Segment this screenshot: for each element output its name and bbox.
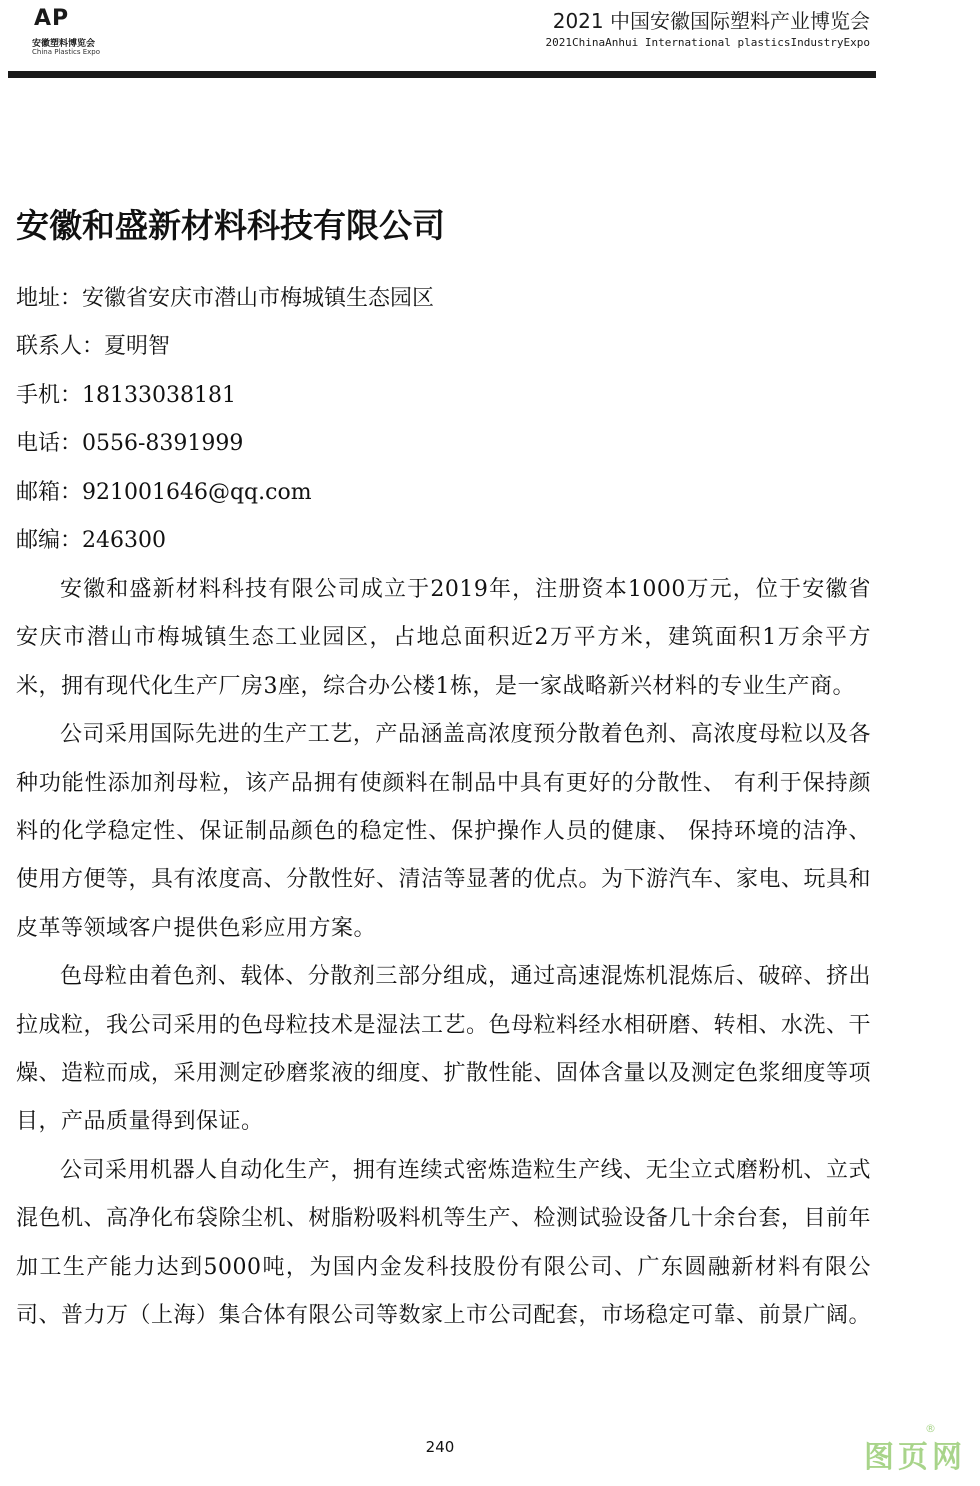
address-line: 地址：安徽省安庆市潜山市梅城镇生态园区	[16, 286, 435, 311]
logo-en-text: China Plastics Expo	[32, 48, 101, 56]
paragraph: 公司采用机器人自动化生产，拥有连续式密炼造粒生产线、无尘立式磨粉机、立式混色机、高净化布袋除尘机、树脂粉吸料机等生产、检测试验设备几十余台套，目前年加工生产能力达到5000吨，为国内金发科技股份有限公司、广东圆融新材料有限公司、普力万（上海）集合体有限公司等数家上市公司配套，市场稳定可靠、前景广阔。	[16, 1157, 872, 1329]
paragraph: 安徽和盛新材料科技有限公司成立于2019年，注册资本1000万元，位于安徽省安庆市潜山市梅城镇生态工业园区，占地总面积近2万平方米，建筑面积1万余平方米，拥有现代化生产厂房3座，综合办公楼1栋，是一家战略新兴材料的专业生产商。	[16, 577, 871, 699]
contact-info	[16, 282, 896, 572]
email-line: 邮箱：921001646@qq.com	[16, 479, 312, 505]
expo-subtitle: 2021ChinaAnhui International plasticsIndustryExpo	[545, 36, 870, 49]
phone-line: 电话：0556-8391999	[16, 431, 244, 457]
page-number: 240	[425, 1438, 455, 1456]
logo-cn-text: 安徽塑料博览会	[32, 39, 96, 49]
mobile-line: 手机：18133038181	[16, 382, 236, 408]
header-rule	[8, 71, 876, 78]
postcode-line: 邮编：246300	[16, 527, 166, 553]
registered-mark: ®	[925, 1422, 936, 1435]
paragraph: 公司采用国际先进的生产工艺，产品涵盖高浓度预分散着色剂、高浓度母粒以及各种功能性添加剂母粒，该产品拥有使颜料在制品中具有更好的分散性、 有利于保持颜料的化学稳定性、保证制品颜色的稳定性、保护操作人员的健康、 保持环境的洁净、使用方便等，具有浓度高、分散性好、清洁等显著的优点。为下游汽车、家电、玩具和皮革等领域客户提供色彩应用方案。	[16, 722, 872, 941]
company-name: 安徽和盛新材料科技有限公司	[16, 206, 445, 246]
expo-logo	[28, 6, 118, 56]
watermark-text: 图页网	[864, 1440, 966, 1475]
watermark-logo	[864, 1422, 966, 1476]
logo-mark: AP	[34, 6, 70, 31]
expo-title: 2021 中国安徽国际塑料产业博览会	[552, 9, 870, 33]
paragraph: 色母粒由着色剂、载体、分散剂三部分组成，通过高速混炼机混炼后、破碎、挤出拉成粒，我公司采用的色母粒技术是湿法工艺。色母粒料经水相研磨、转相、水洗、干燥、造粒而成，采用测定砂磨浆液的细度、扩散性能、固体含量以及测定色浆细度等项目，产品质量得到保证。	[16, 964, 872, 1135]
page-header	[0, 0, 980, 82]
company-description	[16, 566, 871, 1341]
contact-person-line: 联系人：夏明智	[16, 334, 171, 360]
